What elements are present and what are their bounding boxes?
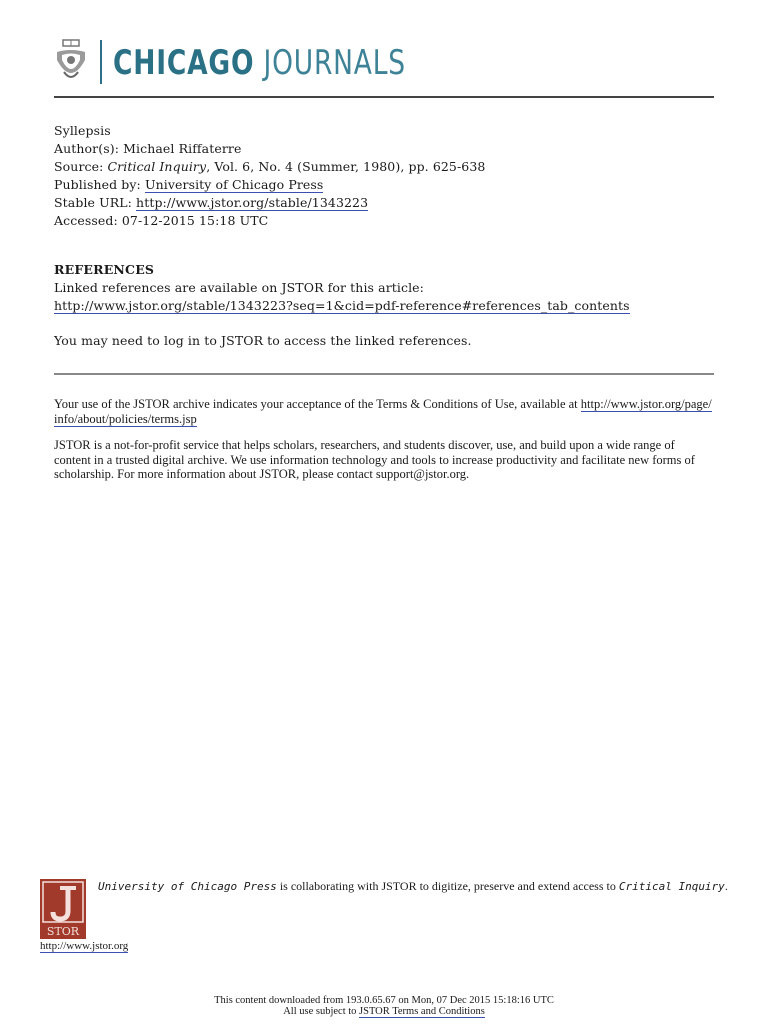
logo-word-chicago: CHICAGO (113, 43, 255, 83)
terms-link-part-2[interactable]: info/about/policies/terms.jsp (54, 411, 197, 426)
collab-end: . (724, 879, 728, 893)
source-details: , Vol. 6, No. 4 (Summer, 1980), pp. 625-638 (206, 159, 486, 174)
author-line (54, 140, 241, 158)
article-title: Syllepsis (54, 123, 111, 138)
collab-text: is collaborating with JSTOR to digitize, preserve and extend access to (276, 879, 619, 893)
journal-name: Critical Inquiry (107, 159, 207, 174)
references-link[interactable]: http://www.jstor.org/stable/1343223?seq=1&cid=pdf-reference#references_tab_contents (54, 298, 630, 313)
published-label: Published by: (54, 177, 141, 192)
author-name: Michael Riffaterre (123, 141, 242, 156)
chicago-journals-logo (113, 43, 406, 83)
jstor-logo-icon (40, 879, 86, 939)
download-info: This content downloaded from 193.0.65.67 on Mon, 07 Dec 2015 15:18:16 UTC (214, 995, 554, 1006)
terms-notice (0, 1006, 768, 1017)
terms-paragraph (54, 397, 714, 426)
stable-url-label: Stable URL: (54, 195, 132, 210)
accessed-line (54, 212, 268, 230)
stable-url-line (54, 194, 368, 212)
references-link-line (54, 297, 630, 315)
references-intro: Linked references are available on JSTOR for this article: (54, 280, 424, 295)
accessed-date: 07-12-2015 15:18 UTC (121, 213, 269, 228)
logo-word-journals: JOURNALS (263, 43, 406, 83)
jstor-description: JSTOR is a not-for-profit service that helps scholars, researchers, and students discover, use, and build upon a wide range of content in a trusted digital archive. We use information technology and tools to increase productivity and facilitate new forms of scholarship. For more information about JSTOR, please contact support@jstor.org. (54, 438, 695, 481)
jstor-url-line (40, 940, 128, 952)
chicago-journals-emblem-icon (54, 38, 88, 86)
terms-link-part-1[interactable]: http://www.jstor.org/page/ (580, 397, 712, 411)
accessed-label: Accessed: (54, 213, 118, 228)
source-line (54, 158, 485, 176)
author-label: Author(s): (54, 141, 120, 156)
header-rule (54, 96, 714, 98)
terms-notice-prefix: All use subject to (283, 1006, 360, 1017)
publisher-link[interactable]: University of Chicago Press (144, 177, 324, 192)
collab-journal: Critical Inquiry (618, 880, 725, 893)
source-label: Source: (54, 159, 104, 174)
collaboration-line (98, 879, 728, 894)
terms-text: Your use of the JSTOR archive indicates your acceptance of the Terms & Conditions of Use, available at (54, 397, 581, 411)
jstor-logo-text: STOR (46, 925, 80, 938)
published-line (54, 176, 323, 194)
collab-publisher: University of Chicago Press (98, 880, 277, 893)
terms-and-conditions-link[interactable]: JSTOR Terms and Conditions (359, 1006, 485, 1017)
login-note: You may need to log in to JSTOR to access the linked references. (54, 333, 472, 348)
jstor-url-link[interactable]: http://www.jstor.org (40, 940, 129, 952)
logo-divider (100, 40, 102, 84)
references-heading: REFERENCES (54, 262, 155, 277)
stable-url-link[interactable]: http://www.jstor.org/stable/1343223 (136, 195, 369, 210)
section-rule (54, 373, 714, 375)
